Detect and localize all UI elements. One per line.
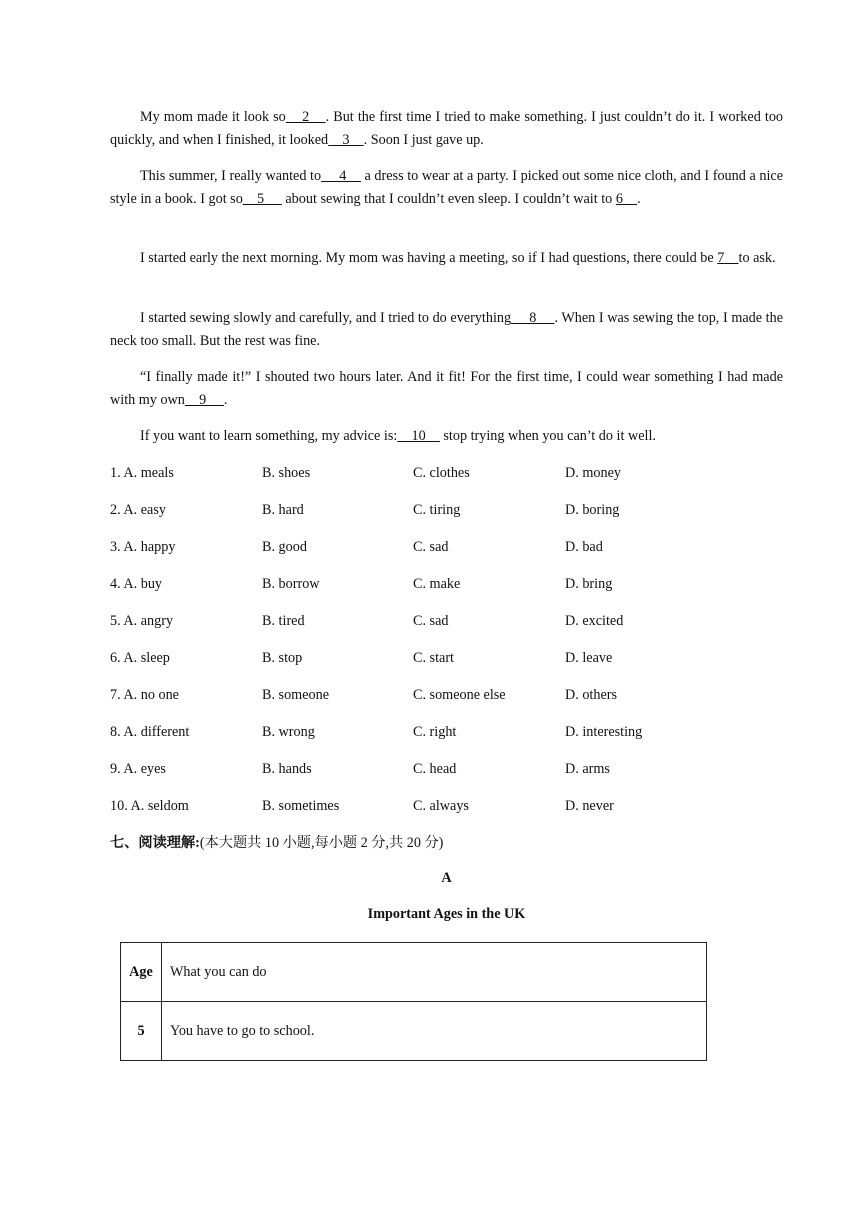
option-choice-c: C. sad [413,539,449,555]
passage-paragraph [110,307,783,353]
section-heading-note: (本大题共 10 小题,每小题 2 分,共 20 分) [199,835,444,851]
passage-paragraph [110,247,783,270]
option-choice-b: B. shoes [262,465,311,481]
option-choice-a: 5. A. angry [110,613,174,629]
passage-text: My mom made it look so [140,109,286,125]
answer-blank: 10 [397,428,440,444]
passage-text: I started sewing slowly and carefully, and I tried to do everything [140,310,512,326]
passage-paragraph [110,366,783,412]
passage-text: I started early the next morning. My mom was having a meeting, so if I had questions, there could be [140,250,718,266]
passage-paragraph [110,165,783,211]
option-choice-b: B. sometimes [262,798,340,814]
option-choice-b: B. hard [262,502,304,518]
option-choice-c: C. sad [413,613,449,629]
option-choice-c: C. head [413,761,457,777]
option-choice-a: 7. A. no one [110,687,179,703]
option-choice-c: C. right [413,724,457,740]
option-choice-a: 10. A. seldom [110,798,189,814]
option-choice-c: C. clothes [413,465,470,481]
option-choice-c: C. make [413,576,461,592]
passage-paragraph [110,425,783,448]
option-choice-b: B. stop [262,650,303,666]
option-row [110,611,783,631]
table-title: Important Ages in the UK [367,906,526,922]
table-cell-desc: You have to go to school. [162,1002,707,1061]
option-choice-a: 3. A. happy [110,539,176,555]
option-row [110,722,783,742]
option-choice-c: C. always [413,798,469,814]
option-choice-b: B. hands [262,761,312,777]
passage-paragraph [110,106,783,152]
option-choice-b: B. tired [262,613,305,629]
option-row [110,463,783,483]
option-choice-d: D. money [565,465,621,481]
ages-table [120,942,707,1061]
option-choice-d: D. boring [565,502,620,518]
answer-blank: 9 [184,392,224,408]
passage-text: This summer, I really wanted to [140,168,322,184]
option-choice-c: C. someone else [413,687,506,703]
table-row [121,1002,707,1061]
option-choice-b: B. borrow [262,576,320,592]
option-choice-a: 1. A. meals [110,465,174,481]
option-choice-a: 6. A. sleep [110,650,170,666]
option-choice-c: C. start [413,650,454,666]
passage-text: . When I was sewing the top, I made the neck too small. But the rest was fine. [110,310,784,349]
passage-text: stop trying when you can’t do it well. [439,428,656,444]
table-header-desc: What you can do [162,943,707,1002]
answer-blank: 4 [321,168,361,184]
option-row [110,759,783,779]
table-cell-age: 5 [121,1002,162,1061]
option-choice-d: D. never [565,798,614,814]
option-choice-c: C. tiring [413,502,461,518]
answer-blank: 6 [615,191,638,207]
option-choice-b: B. good [262,539,307,555]
option-choice-a: 4. A. buy [110,576,163,592]
answer-blank: 7 [717,250,739,266]
option-choice-a: 9. A. eyes [110,761,166,777]
passage-text: . [223,392,228,408]
section-heading [110,833,443,853]
option-row [110,685,783,705]
option-choice-d: D. bad [565,539,603,555]
option-choice-d: D. excited [565,613,624,629]
section-heading-title: 七、阅读理解: [110,835,200,851]
option-choice-a: 8. A. different [110,724,190,740]
option-row [110,796,783,816]
answer-blank: 3 [328,132,364,148]
answer-blank: 2 [285,109,326,125]
option-choice-b: B. wrong [262,724,315,740]
option-choice-d: D. interesting [565,724,643,740]
passage-text: . But the first time I tried to make something. I just couldn’t do it. I worked too quickly, and when I finished, it looked [110,109,784,148]
answer-blank: 5 [242,191,282,207]
option-row [110,500,783,520]
option-row [110,648,783,668]
passage-text: to ask. [738,250,776,266]
option-choice-d: D. bring [565,576,613,592]
passage-text: about sewing that I couldn’t even sleep. I couldn’t wait to [281,191,616,207]
passage-text: If you want to learn something, my advice is: [140,428,398,444]
option-row [110,537,783,557]
passage-text: a dress to wear at a party. I picked out some nice cloth, and I found a nice style in a book. I got so [110,168,784,207]
table-header-age: Age [121,943,162,1002]
option-row [110,574,783,594]
passage-text: “I finally made it!” I shouted two hours later. And it fit! For the first time, I could wear something I had made with my own [110,369,783,408]
passage-text: . [637,191,641,207]
part-label: A [441,870,452,886]
option-choice-b: B. someone [262,687,329,703]
passage-text: . Soon I just gave up. [363,132,484,148]
option-choice-d: D. others [565,687,618,703]
answer-blank: 8 [511,310,555,326]
table-header-row [121,943,707,1002]
option-choice-d: D. arms [565,761,610,777]
option-choice-d: D. leave [565,650,613,666]
option-choice-a: 2. A. easy [110,502,166,518]
